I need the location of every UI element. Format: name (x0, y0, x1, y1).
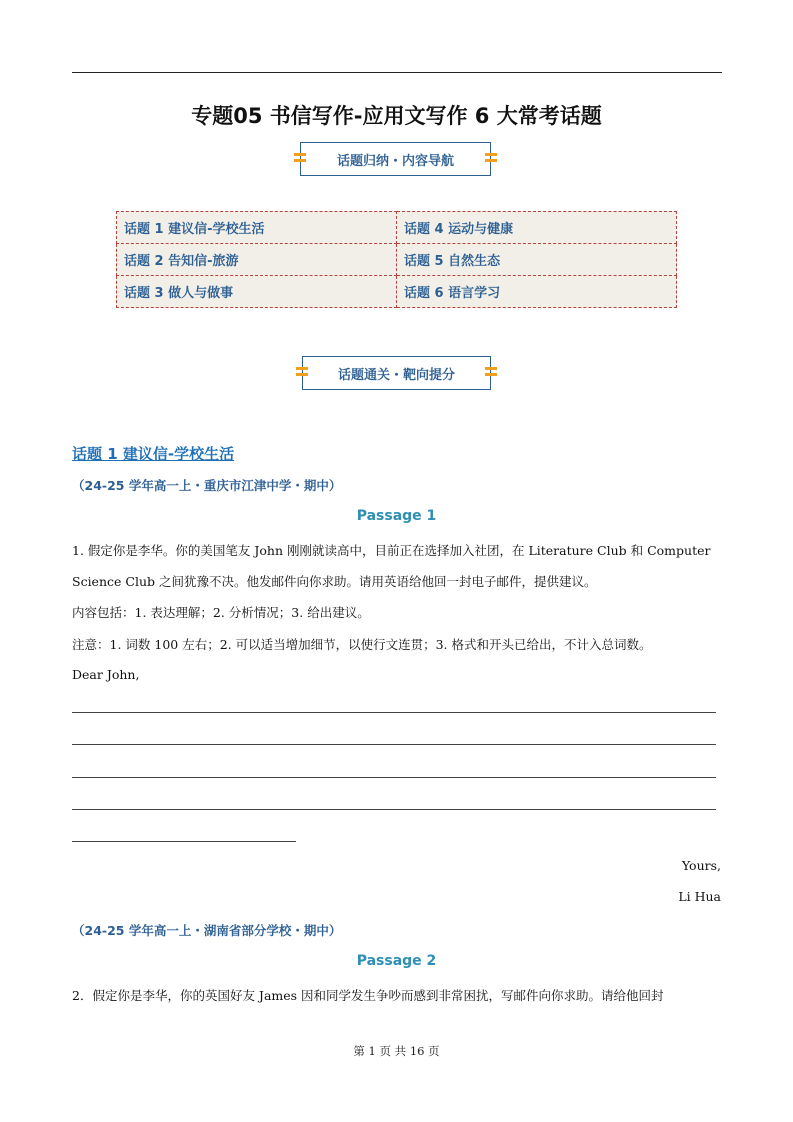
answer-line (72, 841, 296, 842)
badge-ornament-icon (294, 151, 306, 165)
topic-cell: 话题 3 做人与做事 (117, 276, 397, 308)
topic-cell: 话题 2 告知信-旅游 (117, 244, 397, 276)
salutation: Dear John, (72, 667, 140, 682)
passage-heading: Passage 1 (356, 508, 437, 524)
closing: Yours, (681, 858, 721, 873)
topic-cell: 话题 4 运动与健康 (397, 212, 677, 244)
signature: Li Hua (678, 889, 721, 904)
badge-ornament-icon (485, 365, 497, 379)
topic-cell: 话题 1 建议信-学校生活 (117, 212, 397, 244)
header-rule (72, 72, 722, 73)
source-label: （24-25 学年高一上・湖南省部分学校・期中） (72, 923, 342, 938)
document-title: 专题05 书信写作-应用文写作 6 大常考话题 (191, 104, 602, 128)
question-text: Science Club 之间犹豫不决。他发邮件向你求助。请用英语给他回一封电子邮件，提供建议。 (72, 574, 597, 589)
content-requirements: 内容包括：1. 表达理解；2. 分析情况；3. 给出建议。 (72, 605, 370, 620)
source-label: （24-25 学年高一上・重庆市江津中学・期中） (72, 478, 342, 493)
table-row (117, 244, 677, 276)
question-text: 1. 假定你是李华。你的美国笔友 John 刚刚就读高中，目前正在选择加入社团，在 Literature Club 和 Computer (72, 543, 711, 558)
passage-heading: Passage 2 (356, 953, 437, 969)
table-row (117, 212, 677, 244)
topic-cell: 话题 6 语言学习 (397, 276, 677, 308)
topic-index-table (116, 211, 677, 308)
nav-badge-label: 话题归纳・内容导航 (336, 153, 454, 169)
answer-line (72, 777, 716, 778)
nav-badge (300, 142, 491, 176)
topic-heading: 话题 1 建议信-学校生活 (72, 445, 235, 463)
answer-line (72, 809, 716, 810)
notes: 注意：1. 词数 100 左右；2. 可以适当增加细节，以使行文连贯；3. 格式和开头已给出，不计入总词数。 (72, 637, 652, 652)
badge-ornament-icon (296, 365, 308, 379)
answer-line (72, 744, 716, 745)
badge-ornament-icon (485, 151, 497, 165)
question-text: 2．假定你是李华，你的英国好友 James 因和同学发生争吵而感到非常困扰，写邮件向你求助。请给他回封 (72, 988, 664, 1003)
topic-cell: 话题 5 自然生态 (397, 244, 677, 276)
practice-badge-label: 话题通关・靶向提分 (337, 367, 455, 383)
table-row (117, 276, 677, 308)
answer-line (72, 712, 716, 713)
page-footer: 第 1 页 共 16 页 (353, 1044, 440, 1058)
practice-badge (302, 356, 491, 390)
